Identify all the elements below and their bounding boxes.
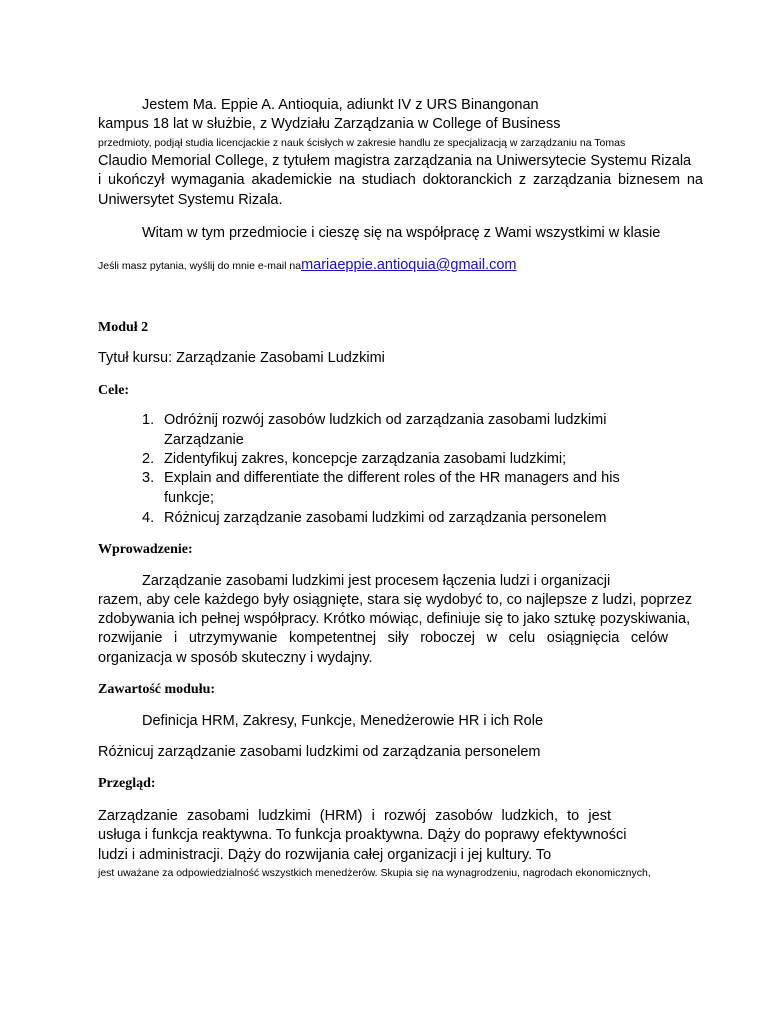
intro-line-6: Uniwersytet Systemu Rizala. [98,192,283,208]
goal-item-3: 3. Explain and differentiate the different roles of the HR managers and his [142,470,620,486]
email-link[interactable]: mariaeppie.antioquia@gmail.com [301,257,517,273]
goal-item-4: 4. Różnicuj zarządzanie zasobami ludzkimi od zarządzania personelem [142,510,607,526]
content-heading: Zawartość modułu: [98,682,216,697]
intro-para-line-2: razem, aby cele każdego były osiągnięte, stara się wydobyć to, co najlepsze z ludzi, poprzez [98,592,693,608]
intro-para-line-4: rozwijanie i utrzymywanie kompetentnej siły roboczej w celu osiągnięcia celów [98,630,668,646]
intro-line-2: kampus 18 lat w służbie, z Wydziału Zarządzania w College of Business [98,116,561,132]
overview-line-4: jest uważane za odpowiedzialność wszystkich menedżerów. Skupia się na wynagrodzeniu, nagrodach ekonomicznych, [98,867,651,879]
overview-line-3: ludzi i administracji. Dąży do rozwijania całej organizacji i jej kultury. To [98,847,552,863]
goals-heading: Cele: [98,383,130,398]
intro-para-line-1: Zarządzanie zasobami ludzkimi jest procesem łączenia ludzi i organizacji [142,573,611,589]
overview-line-2: usługa i funkcja reaktywna. To funkcja proaktywna. Dąży do poprawy efektywności [98,827,627,843]
module-title: Moduł 2 [98,320,149,335]
overview-line-1: Zarządzanie zasobami ludzkimi (HRM) i rozwój zasobów ludzkich, to jest [98,808,611,824]
email-prefix: Jeśli masz pytania, wyślij do mnie e-mail na [98,260,302,272]
intro-line-1: Jestem Ma. Eppie A. Antioquia, adiunkt IV z URS Binangonan [142,97,539,113]
goal-item-1: 1. Odróżnij rozwój zasobów ludzkich od zarządzania zasobami ludzkimi [142,412,607,428]
intro-heading: Wprowadzenie: [98,542,193,557]
intro-line-4: Claudio Memorial College, z tytułem magistra zarządzania na Uniwersytecie Systemu Rizala [98,153,692,169]
goal-item-1-cont: Zarządzanie [164,432,244,448]
overview-heading: Przegląd: [98,776,156,791]
goal-item-3-cont: funkcje; [164,490,214,506]
content-line-1: Definicja HRM, Zakresy, Funkcje, Menedżerowie HR i ich Role [142,713,544,729]
intro-para-line-3: zdobywania ich pełnej współpracy. Krótko mówiąc, definiuje się to jako sztukę pozyskiwania, [98,611,691,627]
intro-line-3: przedmioty, podjął studia licencjackie z nauk ścisłych w zakresie handlu ze specjalizacją w zarządzaniu na Tomas [98,137,626,149]
intro-para-line-5: organizacja w sposób skuteczny i wydajny. [98,650,373,666]
welcome-text: Witam w tym przedmiocie i cieszę się na współpracę z Wami wszystkimi w klasie [142,225,661,241]
content-line-2: Różnicuj zarządzanie zasobami ludzkimi od zarządzania personelem [98,744,541,760]
course-title: Tytuł kursu: Zarządzanie Zasobami Ludzkimi [98,350,385,366]
goal-item-2: 2. Zidentyfikuj zakres, koncepcje zarządzania zasobami ludzkimi; [142,451,567,467]
intro-line-5: i ukończył wymagania akademickie na studiach doktoranckich z zarządzania biznesem na [98,172,703,188]
email-line [98,256,517,275]
